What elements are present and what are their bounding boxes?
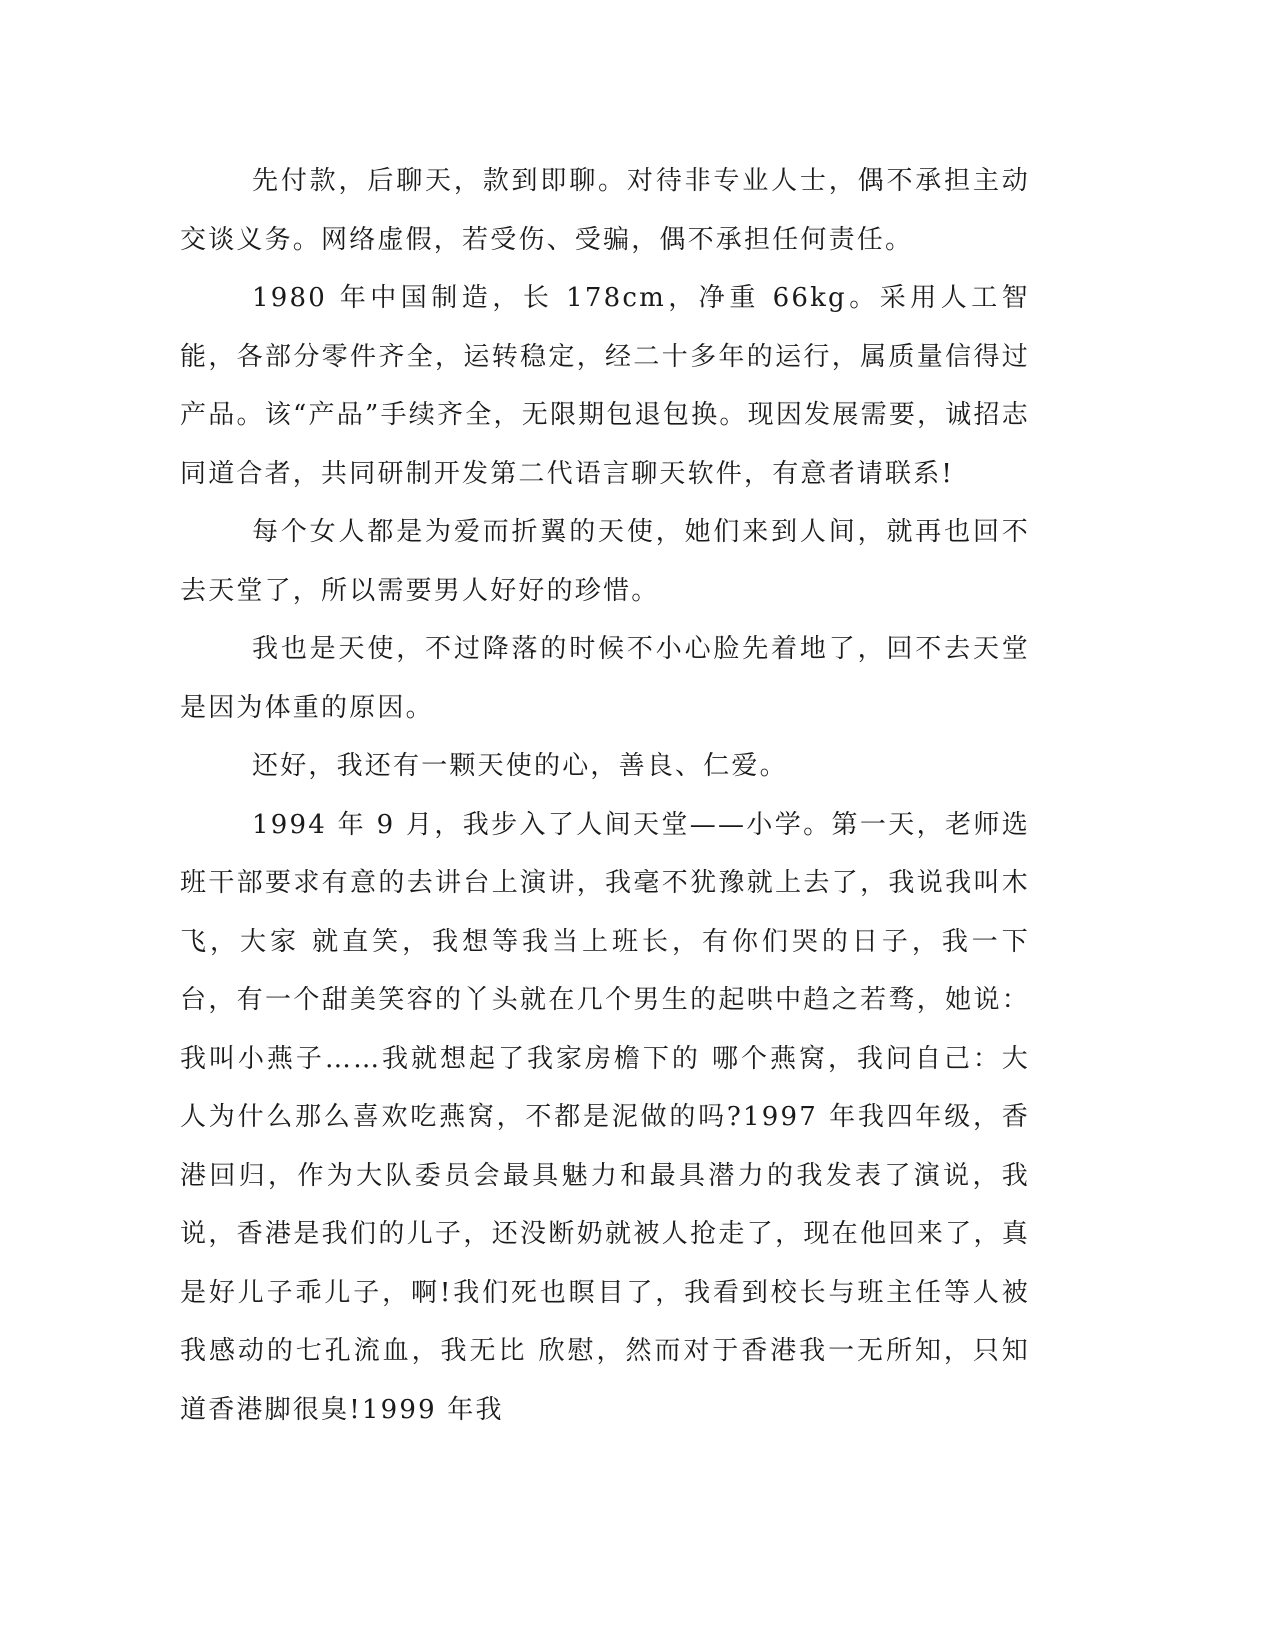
paragraph-disclaimer: 先付款，后聊天，款到即聊。对待非专业人士，偶不承担主动交谈义务。网络虚假，若受伤、受骗，偶不承担任何责任。 [180, 166, 1030, 255]
paragraph-face-landing: 我也是天使，不过降落的时候不小心脸先着地了，回不去天堂是因为体重的原因。 [180, 634, 1030, 723]
paragraph-angel: 每个女人都是为爱而折翼的天使，她们来到人间，就再也回不去天堂了，所以需要男人好好的珍惜。 [180, 517, 1030, 606]
paragraph-school-story: 1994 年 9 月，我步入了人间天堂——小学。第一天，老师选班干部要求有意的去讲台上演讲，我毫不犹豫就上去了，我说我叫木飞，大家 就直笑，我想等我当上班长，有你们哭的日子，我一下台，有一个甜美笑容的丫头就在几个男生的起哄中趋之若骛，她说：我叫小燕子……我就想起了我家房檐下的 哪个燕窝，我问自己：大人为什么那么喜欢吃燕窝，不都是泥做的吗?1997 年我四年级，香港回归，作为大队委员会最具魅力和最具潜力的我发表了演说，我 说，香港是我们的儿子，还没断奶就被人抢走了，现在他回来了，真是好儿子乖儿子，啊!我们死也瞑目了，我看到校长与班主任等人被我感动的七孔流血，我无比 欣慰，然而对于香港我一无所知，只知道香港脚很臭!1999 年我 [180, 809, 1030, 1425]
paragraph-product-intro: 1980 年中国制造，长 178cm，净重 66kg。采用人工智能，各部分零件齐全，运转稳定，经二十多年的运行，属质量信得过产品。该“产品”手续齐全，无限期包退包换。现因发展需要，诚招志同道合者，共同研制开发第二代语言聊天软件，有意者请联系! [180, 283, 1030, 489]
document-body [180, 152, 1030, 1439]
paragraph-angel-heart: 还好，我还有一颗天使的心，善良、仁爱。 [252, 751, 788, 781]
